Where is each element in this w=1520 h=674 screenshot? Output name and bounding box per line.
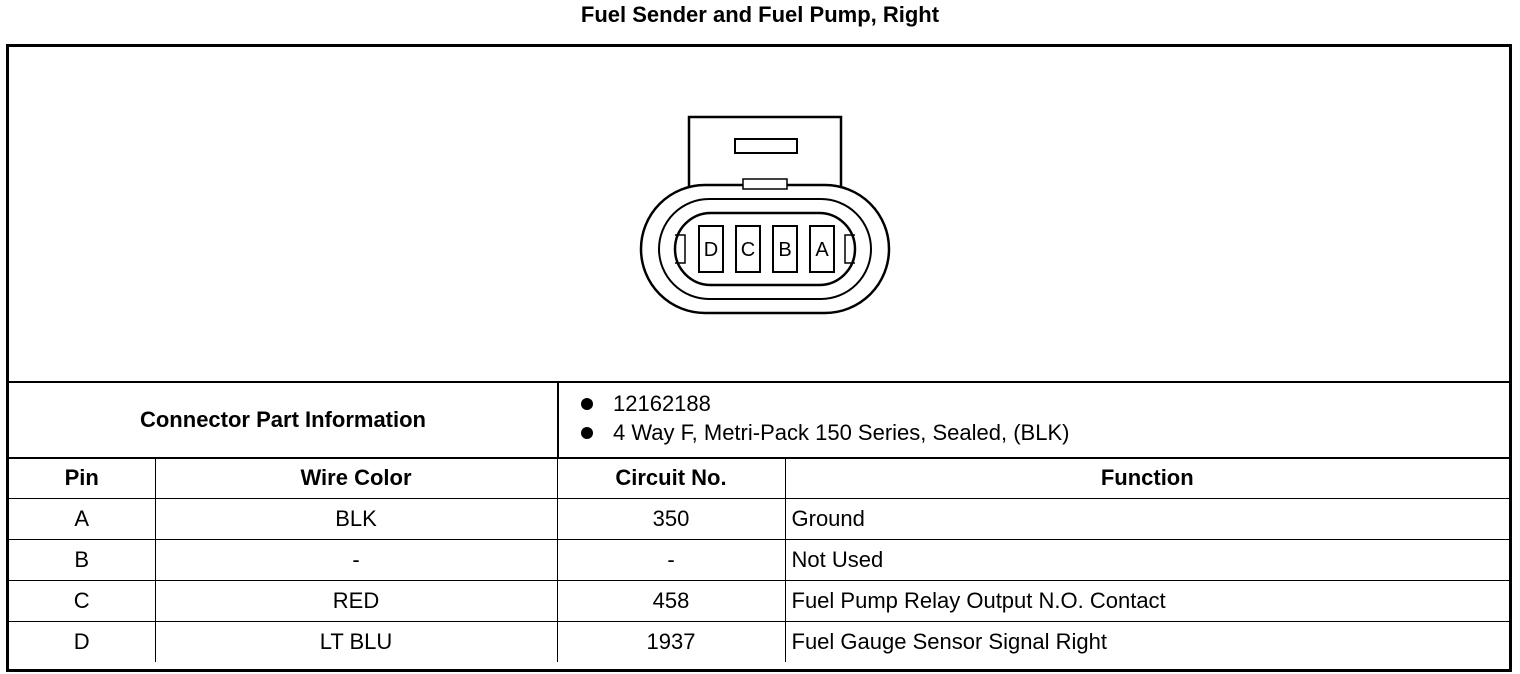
pin-label-b: B [778, 239, 792, 261]
cell-circuit: 458 [557, 581, 785, 622]
cell-pin: B [9, 540, 155, 581]
cell-pin: C [9, 581, 155, 622]
part-description: 4 Way F, Metri-Pack 150 Series, Sealed, (BLK) [613, 420, 1070, 445]
connector-part-info-label: Connector Part Information [9, 383, 559, 457]
table-row [9, 581, 1509, 622]
connector-key-tab [743, 179, 787, 189]
bullet-icon [581, 427, 593, 439]
cell-pin: D [9, 622, 155, 663]
part-info-item [575, 418, 1069, 447]
cell-wire-color: BLK [155, 499, 557, 540]
cell-wire-color: - [155, 540, 557, 581]
pin-table-header-row [9, 458, 1509, 499]
connector-face-diagram [629, 109, 899, 319]
header-pin: Pin [9, 458, 155, 499]
header-wire-color: Wire Color [155, 458, 557, 499]
cell-circuit: 350 [557, 499, 785, 540]
cell-function: Fuel Gauge Sensor Signal Right [785, 622, 1509, 663]
table-row [9, 622, 1509, 663]
part-number: 12162188 [613, 391, 711, 416]
cell-circuit: 1937 [557, 622, 785, 663]
bullet-icon [581, 398, 593, 410]
cell-wire-color: RED [155, 581, 557, 622]
table-row [9, 499, 1509, 540]
cell-circuit: - [557, 540, 785, 581]
connector-part-info-list [575, 389, 1069, 447]
page-title: Fuel Sender and Fuel Pump, Right [580, 2, 940, 27]
pin-label-a: A [815, 239, 829, 261]
connector-diagram-area [9, 47, 1509, 383]
connector-latch-slot [735, 139, 797, 153]
cell-function: Not Used [785, 540, 1509, 581]
connector-part-info-row [9, 383, 1509, 459]
cell-wire-color: LT BLU [155, 622, 557, 663]
cell-pin: A [9, 499, 155, 540]
cell-function: Ground [785, 499, 1509, 540]
connector-frame [6, 44, 1512, 672]
pin-label-c: C [740, 239, 756, 261]
cell-function: Fuel Pump Relay Output N.O. Contact [785, 581, 1509, 622]
header-function: Function [785, 458, 1509, 499]
pin-table [9, 457, 1509, 662]
part-info-item [575, 389, 1069, 418]
pin-label-d: D [703, 239, 719, 261]
table-row [9, 540, 1509, 581]
header-circuit: Circuit No. [557, 458, 785, 499]
